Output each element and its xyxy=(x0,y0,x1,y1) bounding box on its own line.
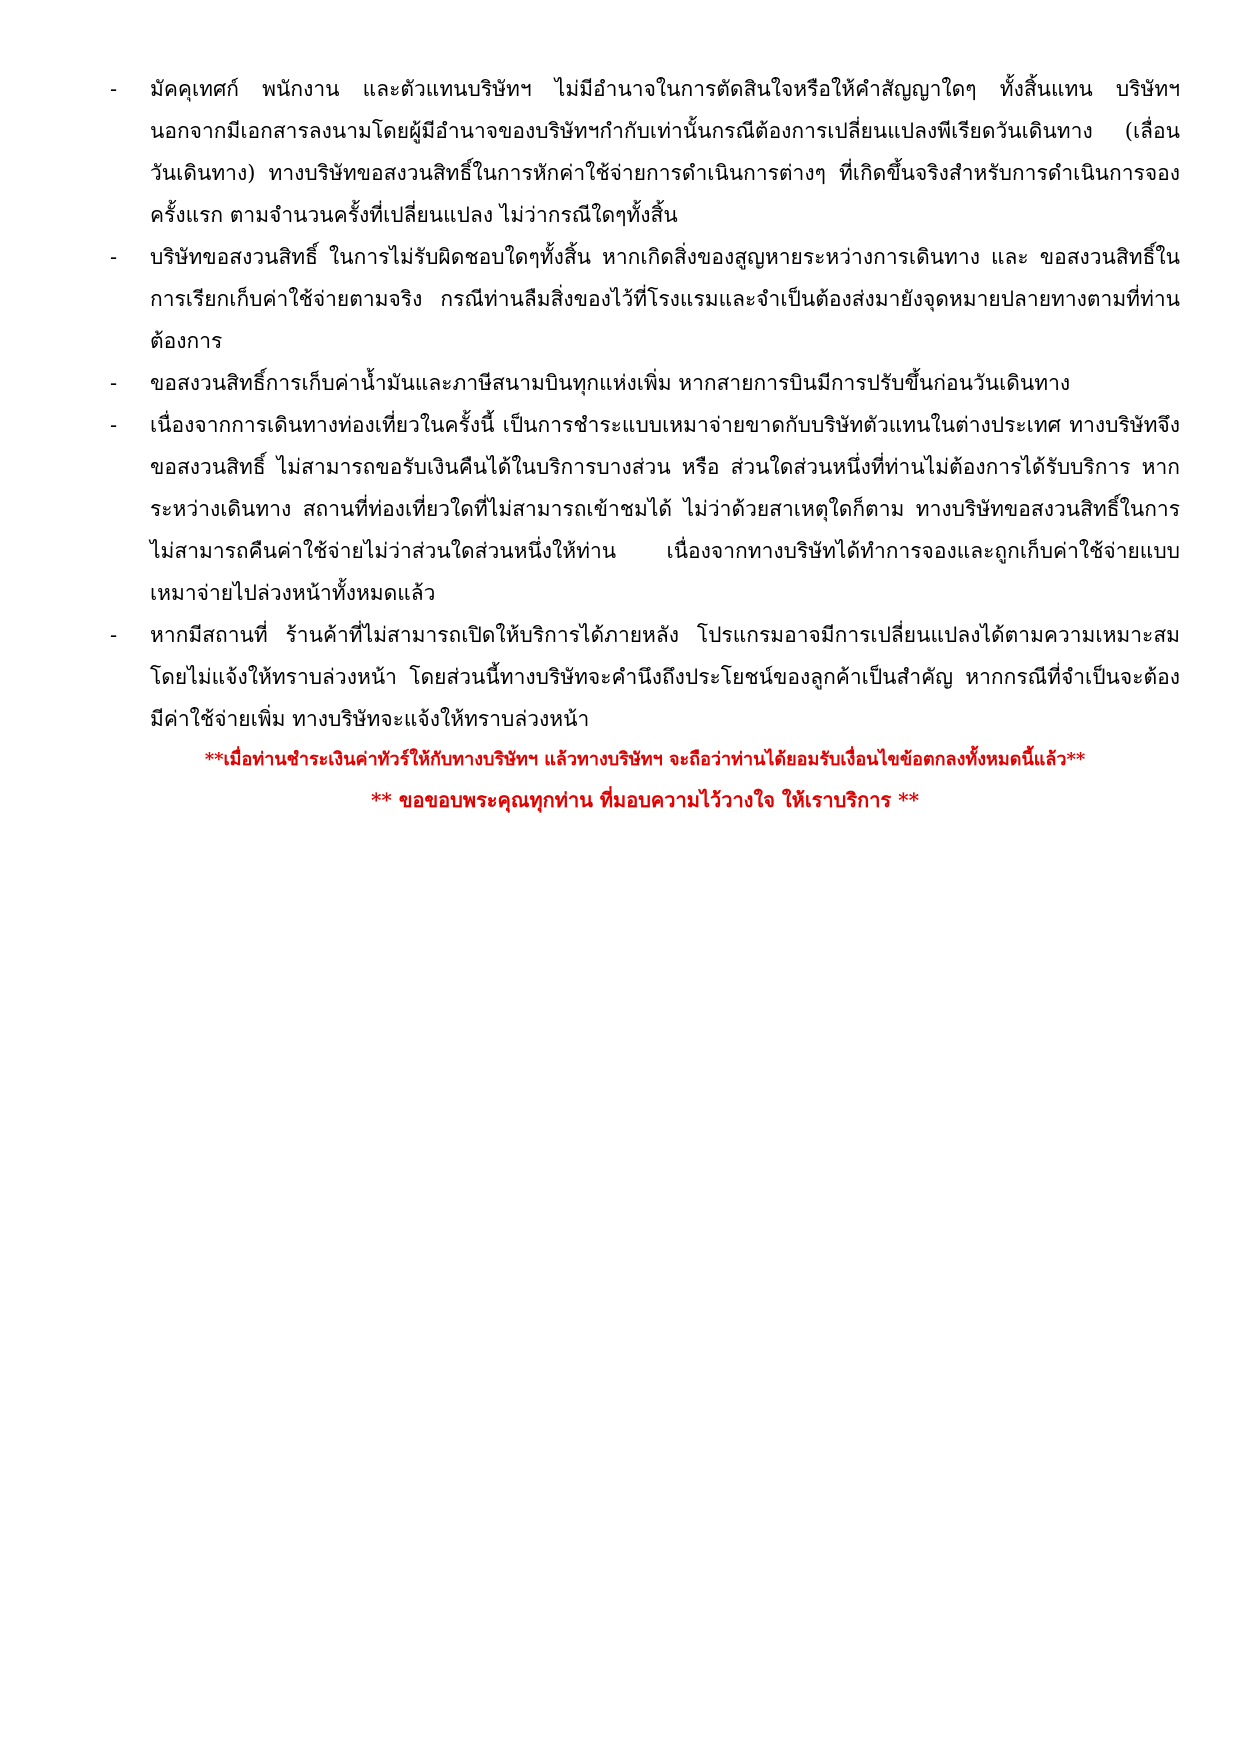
term-text: หากมีสถานที่ ร้านค้าที่ไม่สามารถเปิดให้บริการได้ภายหลัง โปรแกรมอาจมีการเปลี่ยนแปลงได้ตามความเหมาะสม โดยไม่แจ้งให้ทราบล่วงหน้า โดยส่วนนี้ทางบริษัทจะคำนึงถึงประโยชน์ของลูกค้าเป็นสำคัญ หากกรณีที่จำเป็นจะต้องมีค่าใช้จ่ายเพิ่ม ทางบริษัทจะแจ้งให้ทราบล่วงหน้า xyxy=(150,623,1180,731)
bullet-dash: - xyxy=(110,77,118,101)
term-text: เนื่องจากการเดินทางท่องเที่ยวในครั้งนี้ เป็นการชำระแบบเหมาจ่ายขาดกับบริษัทตัวแทนในต่างประเทศ ทางบริษัทจึงขอสงวนสิทธิ์ ไม่สามารถขอรับเงินคืนได้ในบริการบางส่วน หรือ ส่วนใดส่วนหนึ่งที่ท่านไม่ต้องการได้รับบริการ หากระหว่างเดินทาง สถานที่ท่องเที่ยวใดที่ไม่สามารถเข้าชมได้ ไม่ว่าด้วยสาเหตุใดก็ตาม ทางบริษัทขอสงวนสิทธิ์ในการไม่สามารถคืนค่าใช้จ่ายไม่ว่าส่วนใดส่วนหนึ่งให้ท่าน เนื่องจากทางบริษัทได้ทำการจองและถูกเก็บค่าใช้จ่ายแบบเหมาจ่ายไปล่วงหน้าทั้งหมดแล้ว xyxy=(150,413,1180,605)
terms-list xyxy=(110,68,1180,740)
term-item-4 xyxy=(110,404,1180,614)
term-text: ขอสงวนสิทธิ์การเก็บค่าน้ำมันและภาษีสนามบินทุกแห่งเพิ่ม หากสายการบินมีการปรับขึ้นก่อนวันเดินทาง xyxy=(150,371,1071,395)
terms-section xyxy=(110,68,1180,820)
term-item-1 xyxy=(110,68,1180,236)
payment-acceptance-notice: **เมื่อท่านชำระเงินค่าทัวร์ให้กับทางบริษัทฯ แล้วทางบริษัทฯ จะถือว่าท่านได้ยอมรับเงื่อนไขข้อตกลงทั้งหมดนี้แล้ว** xyxy=(204,749,1086,770)
term-text: มัคคุเทศก์ พนักงาน และตัวแทนบริษัทฯ ไม่มีอำนาจในการตัดสินใจหรือให้คำสัญญาใดๆ ทั้งสิ้นแทน บริษัทฯ นอกจากมีเอกสารลงนามโดยผู้มีอำนาจของบริษัทฯกำกับเท่านั้นกรณีต้องการเปลี่ยนแปลงพีเรียดวันเดินทาง (เลื่อนวันเดินทาง) ทางบริษัทขอสงวนสิทธิ์ในการหักค่าใช้จ่ายการดำเนินการต่างๆ ที่เกิดขึ้นจริงสำหรับการดำเนินการจองครั้งแรก ตามจำนวนครั้งที่เปลี่ยนแปลง ไม่ว่ากรณีใดๆทั้งสิ้น xyxy=(150,77,1180,227)
bullet-dash: - xyxy=(110,371,118,395)
term-item-3 xyxy=(110,362,1180,404)
thank-you-message: ** ขอขอบพระคุณทุกท่าน ที่มอบความไว้วางใจ ให้เราบริการ ** xyxy=(370,788,920,812)
bullet-dash: - xyxy=(110,245,118,269)
bullet-dash: - xyxy=(110,623,118,647)
term-item-2 xyxy=(110,236,1180,362)
term-text: บริษัทขอสงวนสิทธิ์ ในการไม่รับผิดชอบใดๆทั้งสิ้น หากเกิดสิ่งของสูญหายระหว่างการเดินทาง และ ขอสงวนสิทธิ์ในการเรียกเก็บค่าใช้จ่ายตามจริง กรณีท่านลืมสิ่งของไว้ที่โรงแรมและจำเป็นต้องส่งมายังจุดหมายปลายทางตามที่ท่านต้องการ xyxy=(150,245,1180,353)
term-item-5 xyxy=(110,614,1180,740)
bullet-dash: - xyxy=(110,413,118,437)
